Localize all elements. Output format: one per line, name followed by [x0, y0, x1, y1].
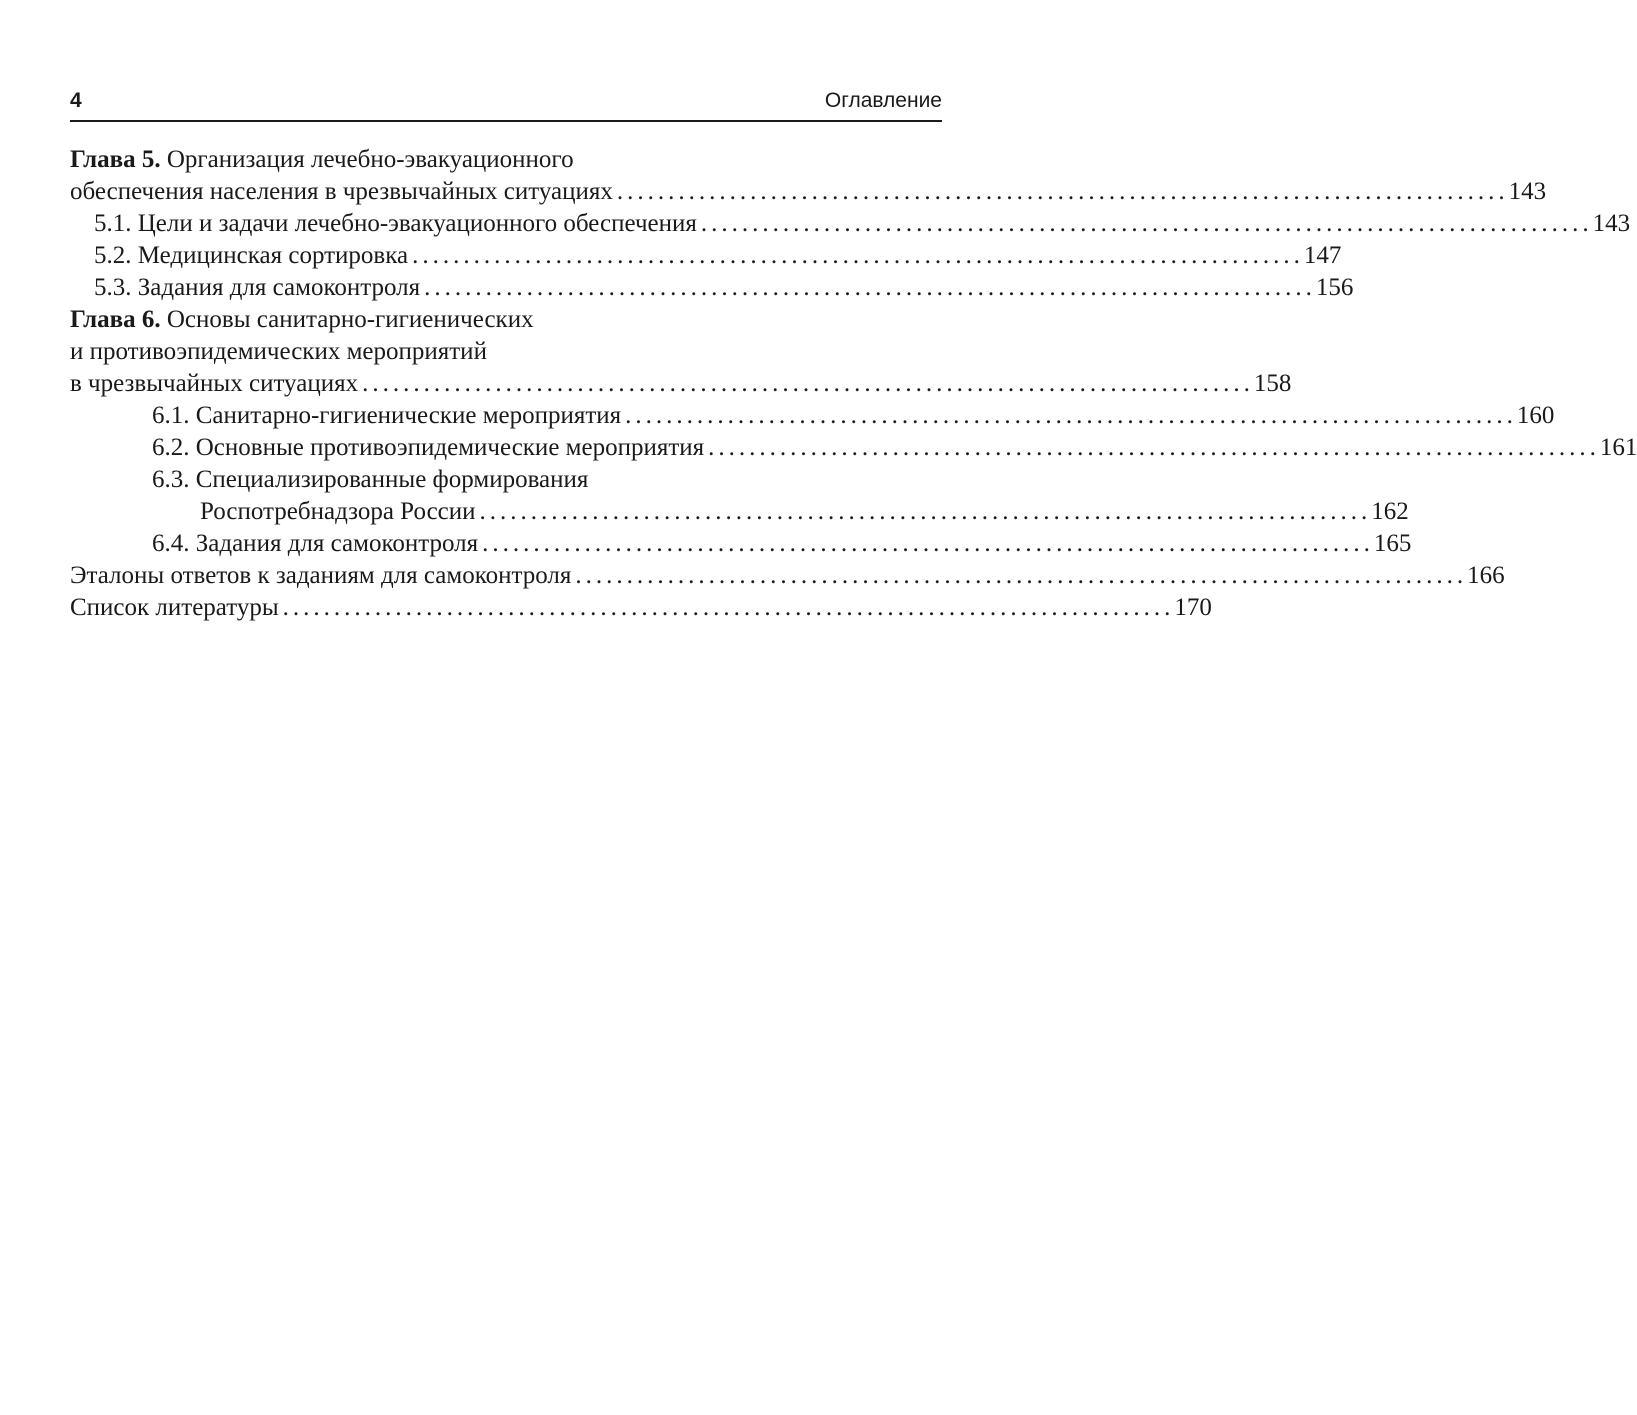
toc-chapter-6-entry[interactable]: [70, 368, 1292, 400]
page-ref: 147: [1303, 242, 1342, 269]
page-number: 4: [70, 89, 82, 112]
toc-chapter-5-heading[interactable]: [70, 144, 942, 176]
section-title: Роспотребнадзора России: [200, 498, 476, 525]
page-ref: 158: [1253, 370, 1292, 397]
chapter-title-line: и противоэпидемических мероприятий: [70, 338, 487, 365]
section-title: 5.3. Задания для самоконтроля: [94, 274, 421, 301]
page-ref: 161: [1599, 434, 1637, 461]
dot-leader: .......................................................................................: [625, 402, 1517, 429]
toc-section-5-3[interactable]: [70, 272, 1354, 304]
page-ref: 170: [1174, 594, 1212, 621]
dot-leader: .......................................................................................: [424, 274, 1316, 301]
chapter-label: Глава 6.: [70, 306, 161, 333]
dot-leader: .......................................................................................: [708, 434, 1600, 461]
entry-title: Эталоны ответов к заданиям для самоконтроля: [70, 562, 572, 589]
page-ref: 160: [1516, 402, 1555, 429]
dot-leader: .......................................................................................: [362, 370, 1254, 397]
dot-leader: .......................................................................................: [575, 562, 1468, 589]
toc-answers[interactable]: [70, 560, 1505, 592]
section-title: 5.2. Медицинская сортировка: [94, 242, 409, 269]
dot-leader: .......................................................................................: [616, 178, 1509, 205]
toc-section-5-1[interactable]: [70, 208, 1631, 240]
toc-chapter-5-entry[interactable]: [70, 176, 1547, 208]
entry-title: Список литературы: [70, 594, 279, 621]
toc-section-6-4[interactable]: [70, 528, 1412, 560]
page-ref: 156: [1315, 274, 1354, 301]
header-rule: [70, 120, 942, 122]
toc-section-5-2[interactable]: [70, 240, 1342, 272]
toc-section-6-2[interactable]: [70, 432, 1637, 464]
section-title: 6.2. Основные противоэпидемические мероприятия: [152, 434, 705, 461]
section-title: 5.1. Цели и задачи лечебно-эвакуационного обеспечения: [94, 210, 697, 237]
section-title: 6.4. Задания для самоконтроля: [152, 530, 479, 557]
page-ref: 165: [1373, 530, 1412, 557]
toc-chapter-6-heading-cont[interactable]: [70, 336, 942, 368]
toc-section-6-3[interactable]: [70, 464, 942, 496]
section-title: 6.3. Специализированные формирования: [152, 466, 589, 493]
dot-leader: .......................................................................................: [700, 210, 1593, 237]
page-ref: 166: [1467, 562, 1505, 589]
dot-leader: .......................................................................................: [479, 498, 1372, 525]
toc-references[interactable]: [70, 592, 1212, 624]
toc-section-6-3-cont[interactable]: [70, 496, 1409, 528]
section-title: 6.1. Санитарно-гигиенические мероприятия: [152, 402, 622, 429]
chapter-title-line: в чрезвычайных ситуациях: [70, 370, 359, 397]
running-title: Оглавление: [824, 89, 942, 112]
chapter-label: Глава 5.: [70, 146, 161, 173]
dot-leader: .......................................................................................: [412, 242, 1304, 269]
table-of-contents: [70, 144, 1637, 624]
toc-section-6-1[interactable]: [70, 400, 1555, 432]
page-ref: 143: [1592, 210, 1631, 237]
toc-chapter-6-heading[interactable]: [70, 304, 942, 336]
chapter-title-line: Основы санитарно-гигиенических: [166, 306, 534, 333]
page-ref: 143: [1508, 178, 1547, 205]
running-header: [70, 88, 942, 114]
page-ref: 162: [1371, 498, 1409, 525]
dot-leader: .......................................................................................: [482, 530, 1374, 557]
chapter-title-line: Организация лечебно-эвакуационного: [166, 146, 574, 173]
dot-leader: .......................................................................................: [282, 594, 1175, 621]
chapter-title-line: обеспечения населения в чрезвычайных ситуациях: [70, 178, 613, 205]
